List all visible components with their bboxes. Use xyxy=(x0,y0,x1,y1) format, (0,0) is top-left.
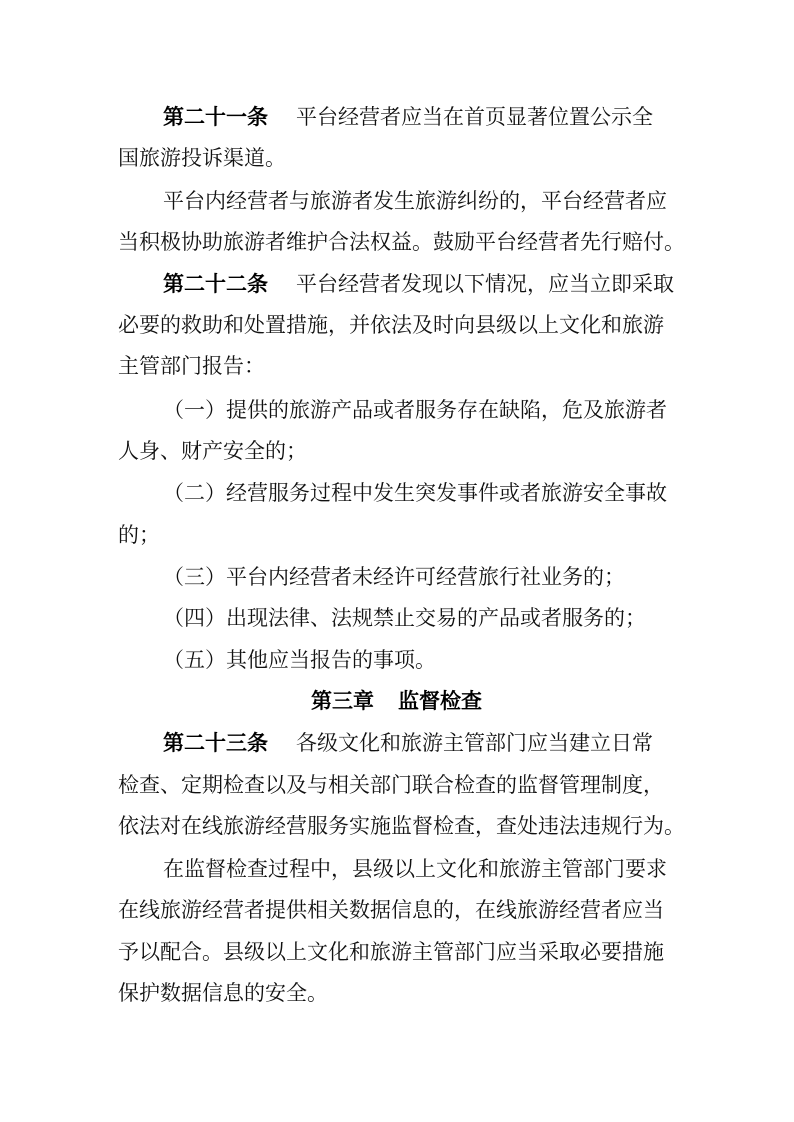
article-22-line-1 xyxy=(163,264,723,304)
article-23-para-2-line-3: 予以配合。县级以上文化和旅游主管部门应当采取必要措施 xyxy=(118,940,664,964)
article-22-text: 平台经营者发现以下情况，应当立即采取 xyxy=(296,272,674,296)
list-item-3: （三）平台内经营者未经许可经营旅行社业务的； xyxy=(163,565,625,589)
article-22-line-3: 主管部门报告： xyxy=(118,354,265,378)
article-23-para-2-line-2: 在线旅游经营者提供相关数据信息的，在线旅游经营者应当 xyxy=(118,898,664,922)
list-item-2-line-2: 的； xyxy=(118,523,160,547)
article-21-para-2-line-2: 当积极协助旅游者维护合法权益。鼓励平台经营者先行赔付。 xyxy=(118,230,685,254)
chapter-title xyxy=(311,681,611,721)
list-item-4: （四）出现法律、法规禁止交易的产品或者服务的； xyxy=(163,606,646,630)
list-item-1-line-2: 人身、财产安全的； xyxy=(118,439,307,463)
list-item-5: （五）其他应当报告的事项。 xyxy=(163,648,436,672)
article-21-text: 平台经营者应当在首页显著位置公示全 xyxy=(296,105,653,129)
chapter-number: 第三章 xyxy=(311,689,374,713)
article-23-para-2-line-4: 保护数据信息的安全。 xyxy=(118,981,328,1005)
article-21-heading: 第二十一条 xyxy=(163,105,268,129)
article-21-line-2: 国旅游投诉渠道。 xyxy=(118,146,286,170)
article-23-text: 各级文化和旅游主管部门应当建立日常 xyxy=(296,731,653,755)
article-21-line-1 xyxy=(163,97,723,137)
article-23-para-2-line-1: 在监督检查过程中，县级以上文化和旅游主管部门要求 xyxy=(163,857,667,881)
article-22-heading: 第二十二条 xyxy=(163,272,268,296)
list-item-2-line-1: （二）经营服务过程中发生突发事件或者旅游安全事故 xyxy=(163,481,667,505)
article-23-heading: 第二十三条 xyxy=(163,731,268,755)
article-21-para-2-line-1: 平台内经营者与旅游者发生旅游纠纷的，平台经营者应 xyxy=(163,189,667,213)
article-23-line-1 xyxy=(163,723,723,763)
list-item-1-line-1: （一）提供的旅游产品或者服务存在缺陷，危及旅游者 xyxy=(163,398,667,422)
article-22-line-2: 必要的救助和处置措施，并依法及时向县级以上文化和旅游 xyxy=(118,313,664,337)
article-23-line-2: 检查、定期检查以及与相关部门联合检查的监督管理制度， xyxy=(118,773,664,797)
article-23-line-3: 依法对在线旅游经营服务实施监督检查，查处违法违规行为。 xyxy=(118,814,685,838)
chapter-name: 监督检查 xyxy=(398,689,482,713)
